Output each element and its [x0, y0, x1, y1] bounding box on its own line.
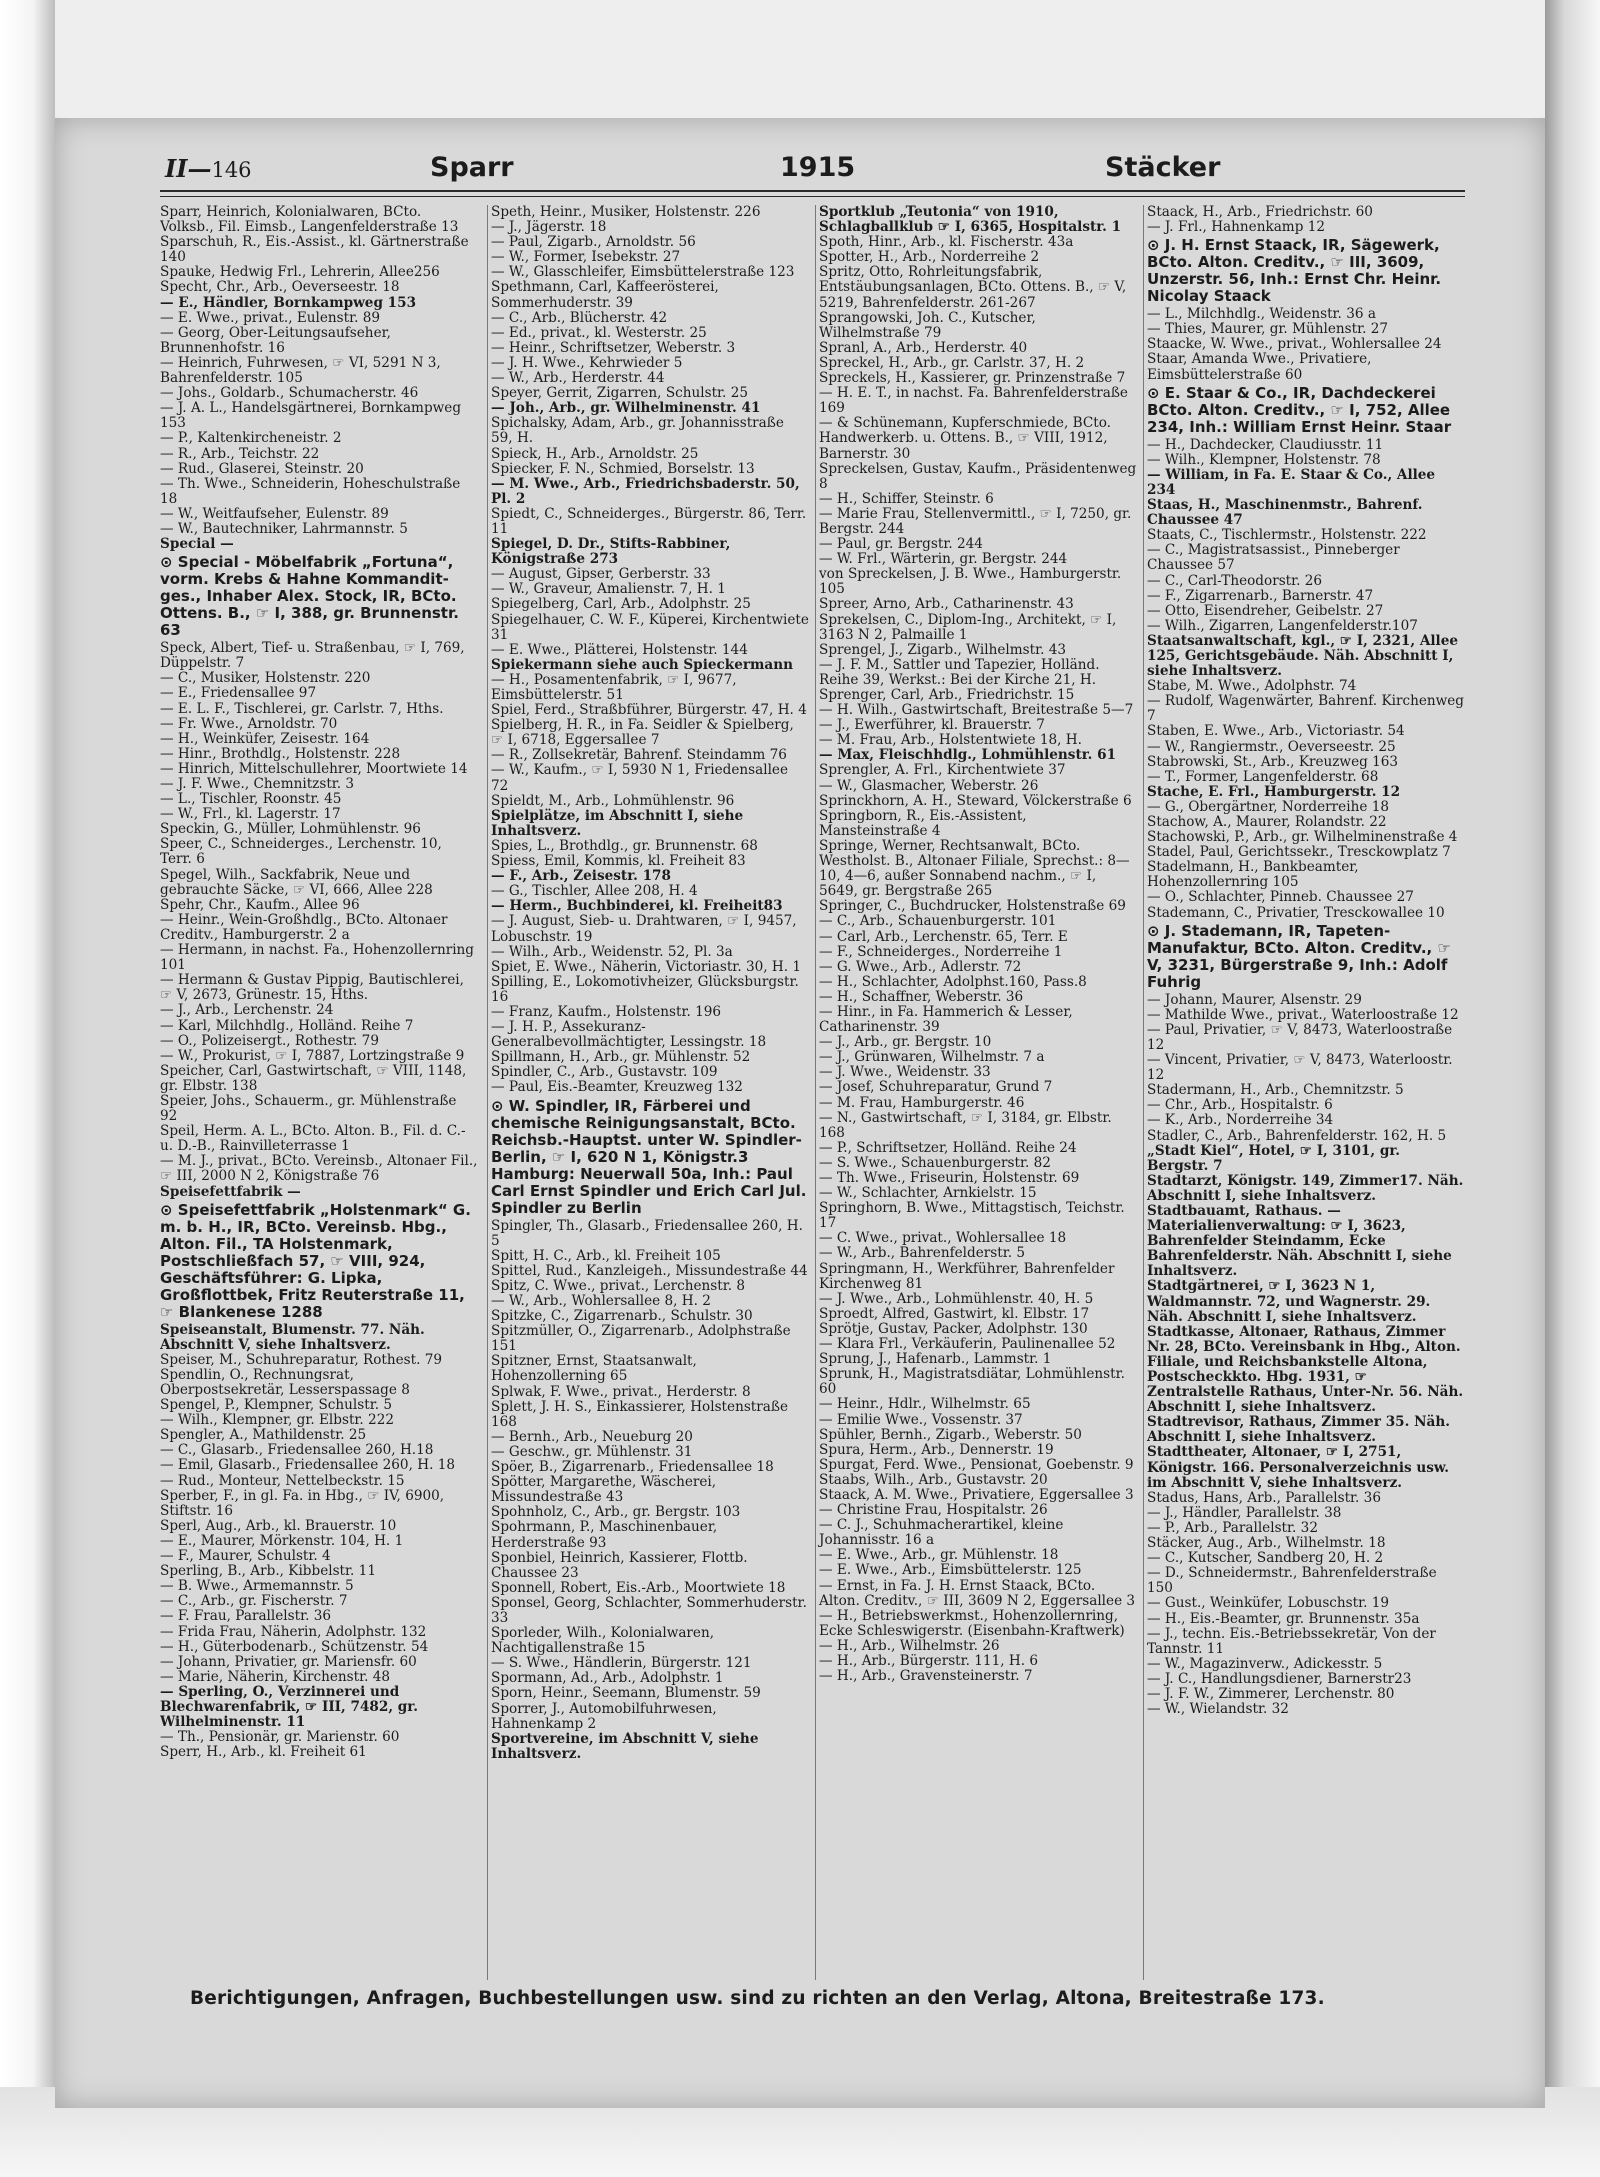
directory-entry: Spieck, H., Arb., Arnoldstr. 25	[491, 445, 699, 462]
directory-entry: — J. F. Wwe., Chemnitzstr. 3	[160, 776, 355, 792]
directory-entry: Spoth, Hinr., Arb., kl. Fischerstr. 43a	[819, 234, 1074, 251]
directory-entry: Sperl, Aug., Arb., kl. Brauerstr. 10	[160, 1517, 397, 1534]
directory-entry: — W., Arb., Wohlersallee 8, H. 2	[491, 1293, 711, 1309]
header-year: 1915	[780, 152, 856, 183]
directory-entry: — S. Wwe., Schauenburgerstr. 82	[819, 1154, 1051, 1171]
directory-entry: — Rud., Glaserei, Steinstr. 20	[160, 460, 364, 477]
directory-entry: Stademann, C., Privatier, Tresckowallee 10	[1147, 904, 1445, 921]
directory-entry: — H., Schiffer, Steinstr. 6	[819, 490, 994, 507]
directory-entry: Staats, C., Tischlermstr., Holstenstr. 222	[1147, 527, 1427, 544]
directory-entry: — J. H. P., Assekuranz-Generalbevollmächtigter, Lessingstr. 18	[491, 1019, 767, 1051]
directory-entry: — Vincent, Privatier, ☞ V, 8473, Waterloostr. 12	[1147, 1052, 1453, 1084]
directory-entry: — E. Wwe., Arb., Eimsbüttelerstr. 125	[819, 1562, 1082, 1579]
directory-entry: Speck, Albert, Tief- u. Straßenbau, ☞ I, 769, Düppelstr. 7	[160, 640, 465, 672]
directory-entry: — H., Weinküfer, Zeisestr. 164	[160, 730, 370, 747]
directory-entry: Spura, Herm., Arb., Dennerstr. 19	[819, 1441, 1054, 1458]
directory-entry: Spichalsky, Adam, Arb., gr. Johannisstraße 59, H.	[491, 415, 784, 447]
directory-entry: — H. E. T., in nachst. Fa. Bahrenfelderstraße 169	[819, 385, 1128, 417]
directory-entry: Sprung, J., Hafenarb., Lammstr. 1	[819, 1351, 1052, 1368]
directory-entry: — H., Eis.-Beamter, gr. Brunnenstr. 35a	[1147, 1610, 1420, 1627]
directory-entry: Specht, Chr., Arb., Oeverseestr. 18	[160, 279, 400, 296]
directory-entry: — Klara Frl., Verkäuferin, Paulinenallee 52	[819, 1336, 1116, 1353]
directory-entry: Stadttheater, Altonaer, ☞ I, 2751, Königstr. 166. Personalverzeichnis usw. im Abschnitt V, siehe Inhaltsverz.	[1147, 1444, 1449, 1491]
directory-entry: Stadtkasse, Altonaer, Rathaus, Zimmer Nr. 28, BCto. Vereinsbank in Hbg., Alton. Filiale, und Reichsbankstelle Altona, Postscheckkto. Hbg. 1931, ☞ Zentralstelle Rathaus, Unter-Nr. 56. Näh. Abschnitt I, siehe Inhaltsverz.	[1147, 1323, 1464, 1416]
directory-entry: — William, in Fa. E. Staar & Co., Allee 234	[1147, 466, 1436, 498]
directory-entry: — C. J., Schuhmacherartikel, kleine Johannisstr. 16 a	[819, 1517, 1064, 1549]
directory-entry: Spiedt, C., Schneiderges., Bürgerstr. 86, Terr. 11	[491, 505, 807, 537]
header-tail-name: Stäcker	[1105, 152, 1221, 183]
directory-entry: — O., Polizeisergt., Rothestr. 79	[160, 1032, 379, 1049]
directory-entry: Spingler, Th., Glasarb., Friedensallee 260, H. 5	[491, 1217, 803, 1249]
directory-entry: Stabrowski, St., Arb., Kreuzweg 163	[1147, 753, 1399, 770]
directory-entry: — F., Zigarrenarb., Barnerstr. 47	[1147, 587, 1374, 604]
directory-entry: Speisefettfabrik —	[160, 1183, 301, 1200]
directory-entry: — J. F. W., Zimmerer, Lerchenstr. 80	[1147, 1685, 1395, 1702]
directory-entry: — Paul, gr. Bergstr. 244	[819, 536, 983, 553]
directory-entry: — Mathilde Wwe., privat., Waterloostraße 12	[1147, 1006, 1459, 1023]
directory-entry: — Hinrich, Mittelschullehrer, Moortwiete 14	[160, 760, 468, 777]
directory-entry: — Herm., Buchbinderei, kl. Freiheit83	[491, 898, 783, 915]
directory-entry: Spengler, A., Mathildenstr. 25	[160, 1427, 367, 1444]
directory-entry: Spindler, C., Arb., Gustavstr. 109	[491, 1064, 718, 1081]
header-rule	[160, 190, 1465, 192]
directory-entry: Spehr, Chr., Kaufm., Allee 96	[160, 896, 360, 913]
directory-entry: Springer, C., Buchdrucker, Holstenstraße 69	[819, 898, 1126, 915]
directory-entry: — Gust., Weinküfer, Lobuschstr. 19	[1147, 1595, 1390, 1612]
page-number-tail: 146	[211, 158, 252, 182]
header-lead-name: Sparr	[430, 152, 514, 183]
directory-entry: Stadelmann, H., Bankbeamter, Hohenzollernring 105	[1147, 859, 1359, 891]
directory-entry: — Th. Wwe., Friseurin, Holstenstr. 69	[819, 1170, 1080, 1186]
directory-entry: Sprengler, A. Frl., Kirchentwiete 37	[819, 762, 1066, 779]
directory-entry: Springmann, H., Werkführer, Bahrenfelder Kirchenweg 81	[819, 1260, 1115, 1292]
directory-entry: — Fr. Wwe., Arnoldstr. 70	[160, 715, 338, 732]
directory-entry: — R., Zollsekretär, Bahrenf. Steindamm 76	[491, 747, 787, 764]
directory-entry: — J. Wwe., Arb., Lohmühlenstr. 40, H. 5	[819, 1290, 1094, 1307]
directory-entry: — M. Wwe., Arb., Friedrichsbaderstr. 50, Pl. 2	[491, 475, 800, 507]
book-edge-right	[1545, 0, 1600, 2177]
directory-entry: — W., Graveur, Amalienstr. 7, H. 1	[491, 581, 726, 598]
directory-entry: — J. F. M., Sattler und Tapezier, Holländ. Reihe 39, Werkst.: Bei der Kirche 21, H.	[819, 656, 1100, 688]
book-edge-left	[0, 0, 55, 2177]
advertisement-entry: ⊙ J. H. Ernst Staack, IR, Sägewerk, BCto. Alton. Creditv., ☞ III, 3609, Unzerstr. 56, Inh.: Ernst Chr. Heinr. Nicolay Staack	[1147, 236, 1442, 306]
directory-entry: Speiseanstalt, Blumenstr. 77. Näh. Abschnitt V, siehe Inhaltsverz.	[160, 1321, 425, 1353]
directory-entry: — R., Arb., Teichstr. 22	[160, 445, 320, 462]
directory-entry: — J. August, Sieb- u. Drahtwaren, ☞ I, 9457, Lobuschstr. 19	[491, 913, 797, 945]
directory-entry: „Stadt Kiel“, Hotel, ☞ I, 3101, gr. Bergstr. 7	[1147, 1142, 1400, 1174]
directory-entry: Stache, E. Frl., Hamburgerstr. 12	[1147, 783, 1401, 800]
directory-columns	[160, 205, 1465, 1980]
directory-entry: — C., Magistratsassist., Pinneberger Chaussee 57	[1147, 542, 1400, 574]
directory-entry: — Marie, Näherin, Kirchenstr. 48	[160, 1668, 391, 1685]
directory-entry: Sprekelsen, C., Diplom-Ing., Architekt, ☞ I, 3163 N 2, Palmaille 1	[819, 611, 1117, 643]
directory-entry: — G. Wwe., Arb., Adlerstr. 72	[819, 958, 1022, 975]
directory-entry: — Geschw., gr. Mühlenstr. 31	[491, 1443, 693, 1460]
directory-entry: — W., Bautechniker, Lahrmannstr. 5	[160, 520, 408, 537]
directory-entry: — F., Arb., Zeisestr. 178	[491, 868, 671, 885]
directory-entry: Spreckelsen, Gustav, Kaufm., Präsidentenweg 8	[819, 460, 1137, 492]
directory-entry: — F., Maurer, Schulstr. 4	[160, 1548, 331, 1565]
directory-entry: — W., Glasmacher, Weberstr. 26	[819, 777, 1039, 794]
directory-entry: — Th. Wwe., Schneiderin, Hoheschulstraße 18	[160, 475, 461, 507]
directory-entry: — Wilh., Klempner, Holstenstr. 78	[1147, 451, 1381, 468]
directory-entry: — W., Weitfaufseher, Eulenstr. 89	[160, 505, 389, 522]
directory-entry: Stadel, Paul, Gerichtssekr., Tresckowplatz 7	[1147, 844, 1451, 861]
directory-entry: Spiess, Emil, Kommis, kl. Freiheit 83	[491, 853, 746, 870]
directory-entry: — H., Schlachter, Adolphst.160, Pass.8	[819, 973, 1087, 990]
directory-entry: — L., Milchhdlg., Weidenstr. 36 a	[1147, 306, 1376, 323]
directory-entry: — Johann, Privatier, gr. Mariensfr. 60	[160, 1653, 417, 1670]
directory-entry: — Hermann & Gustav Pippig, Bautischlerei, ☞ V, 2673, Grünestr. 15, Hths.	[160, 972, 464, 1004]
directory-entry: — Johs., Goldarb., Schumacherstr. 46	[160, 385, 419, 402]
directory-entry: Sprangowski, Joh. C., Kutscher, Wilhelmstraße 79	[819, 309, 1036, 341]
directory-entry: — N., Gastwirtschaft, ☞ I, 3184, gr. Elbstr. 168	[819, 1109, 1112, 1141]
directory-entry: Staacke, W. Wwe., privat., Wohlersallee 24	[1147, 336, 1442, 353]
directory-entry: Spühler, Bernh., Zigarb., Weberstr. 50	[819, 1426, 1082, 1443]
directory-entry: Speyer, Gerrit, Zigarren, Schulstr. 25	[491, 385, 748, 402]
directory-entry: — C., Arb., gr. Fischerstr. 7	[160, 1593, 348, 1610]
directory-entry: — Hinr., in Fa. Hammerich & Lesser, Catharinenstr. 39	[819, 1003, 1073, 1036]
directory-entry: — Ernst, in Fa. J. H. Ernst Staack, BCto. Alton. Creditv., ☞ III, 3609 N 2, Eggersallee 3	[819, 1577, 1136, 1609]
directory-entry: Spurgat, Ferd. Wwe., Pensionat, Goebenstr. 9	[819, 1456, 1134, 1473]
directory-entry: Spiel, Ferd., Straßbführer, Bürgerstr. 47, H. 4	[491, 702, 807, 719]
directory-entry: Spethmann, Carl, Kaffeerösterei, Sommerhuderstr. 39	[491, 279, 719, 311]
directory-entry: Stadermann, H., Arb., Chemnitzstr. 5	[1147, 1082, 1404, 1099]
directory-entry: Sponsel, Georg, Schlachter, Sommerhuderstr. 33	[491, 1594, 807, 1626]
directory-entry: Spreckel, H., Arb., gr. Carlstr. 37, H. 2	[819, 354, 1085, 371]
directory-entry: — G., Tischler, Allee 208, H. 4	[491, 883, 698, 900]
directory-entry: — Josef, Schuhreparatur, Grund 7	[819, 1079, 1053, 1096]
directory-entry: Spiegelhauer, C. W. F., Küperei, Kirchentwiete 31	[491, 611, 809, 643]
directory-entry: — Heinr., Hdlr., Wilhelmstr. 65	[819, 1396, 1031, 1413]
directory-entry: — Heinr., Schriftsetzer, Weberstr. 3	[491, 339, 736, 356]
directory-entry: Stadtgärtnerei, ☞ I, 3623 N 1, Waldmannstr. 72, und Wagnerstr. 29. Näh. Abschnitt I, siehe Inhaltsverz.	[1147, 1278, 1431, 1325]
directory-entry: Spiekermann siehe auch Spieckermann	[491, 656, 793, 673]
directory-entry: — J., Ewerführer, kl. Brauerstr. 7	[819, 717, 1045, 734]
directory-entry: — W., Prokurist, ☞ I, 7887, Lortzingstraße 9	[160, 1047, 465, 1064]
directory-entry: Sperr, H., Arb., kl. Freiheit 61	[160, 1744, 367, 1761]
directory-entry: Spitz, C. Wwe., privat., Lerchenstr. 8	[491, 1277, 746, 1294]
directory-entry: Spohrmann, P., Maschinenbauer, Herderstraße 93	[491, 1519, 718, 1551]
directory-entry: — J. Frl., Hahnenkamp 12	[1147, 219, 1326, 236]
directory-entry: Sponbiel, Heinrich, Kassierer, Flottb. Chaussee 23	[491, 1549, 748, 1581]
directory-entry: — Heinrich, Fuhrwesen, ☞ VI, 5291 N 3, Bahrenfelderstr. 105	[160, 354, 441, 387]
directory-entry: — Johann, Maurer, Alsenstr. 29	[1147, 991, 1362, 1008]
directory-entry: — Heinr., Wein-Großhdlg., BCto. Altonaer Creditv., Hamburgerstr. 2 a	[160, 911, 448, 943]
directory-column-1	[160, 205, 478, 1980]
advertisement-entry: ⊙ W. Spindler, IR, Färberei und chemische Reinigungsanstalt, BCto. Reichsb.-Hauptst. unter W. Spindler-Berlin, ☞ I, 620 N 1, Königstr.3 Hamburg: Neuerwall 50a, Inh.: Paul Carl Ernst Spindler und Erich Carl Jul. Spindler zu Berlin	[491, 1096, 807, 1217]
directory-entry: Staben, E. Wwe., Arb., Victoriastr. 54	[1147, 723, 1405, 740]
directory-entry: — W., Magazinverw., Adickesstr. 5	[1147, 1655, 1383, 1672]
directory-entry: Spiegelberg, Carl, Arb., Adolphstr. 25	[491, 596, 751, 613]
directory-entry: Spegel, Wilh., Sackfabrik, Neue und gebrauchte Säcke, ☞ VI, 666, Allee 228	[160, 866, 433, 898]
directory-entry: — Franz, Kaufm., Holstenstr. 196	[491, 1003, 722, 1020]
directory-entry: Spohnholz, C., Arb., gr. Bergstr. 103	[491, 1504, 741, 1521]
directory-entry: Splwak, F. Wwe., privat., Herderstr. 8	[491, 1383, 751, 1400]
directory-entry: Stadtarzt, Königstr. 149, Zimmer17. Näh. Abschnitt I, siehe Inhaltsverz.	[1147, 1172, 1464, 1204]
directory-entry: — C., Kutscher, Sandberg 20, H. 2	[1147, 1550, 1384, 1567]
directory-entry: Staar, Amanda Wwe., Privatiere, Eimsbüttelerstraße 60	[1147, 351, 1372, 383]
directory-entry: Sponnell, Robert, Eis.-Arb., Moortwiete 18	[491, 1579, 786, 1596]
directory-entry: — Joh., Arb., gr. Wilhelminenstr. 41	[491, 400, 761, 417]
directory-entry: — E. Wwe., privat., Eulenstr. 89	[160, 309, 381, 326]
directory-entry: — Sperling, O., Verzinnerei und Blechwarenfabrik, ☞ III, 7482, gr. Wilhelminenstr. 11	[160, 1683, 418, 1731]
directory-entry: — E. L. F., Tischlerei, gr. Carlstr. 7, Hths.	[160, 700, 444, 717]
directory-entry: Staatsanwaltschaft, kgl., ☞ I, 2321, Allee 125, Gerichtsgebäude. Näh. Abschnitt I, siehe Inhaltsverz.	[1147, 632, 1459, 680]
directory-entry: — M. Frau, Arb., Holstentwiete 18, H.	[819, 732, 1082, 749]
directory-entry: — W., Wielandstr. 32	[1147, 1701, 1289, 1718]
directory-entry: — E., Händler, Bornkampweg 153	[160, 294, 417, 311]
directory-entry: — Marie Frau, Stellenvermittl., ☞ I, 7250, gr. Bergstr. 244	[819, 505, 1132, 537]
directory-entry: — J., Grünwaren, Wilhelmstr. 7 a	[819, 1049, 1045, 1066]
directory-entry: — H., Arb., Wilhelmstr. 26	[819, 1637, 1000, 1654]
directory-entry: — Wilh., Zigarren, Langenfelderstr.107	[1147, 617, 1418, 634]
directory-entry: Sperling, B., Arb., Kibbelstr. 11	[160, 1563, 376, 1580]
directory-entry: — T., Former, Langenfelderstr. 68	[1147, 768, 1379, 785]
directory-entry: — W., Arb., Bahrenfelderstr. 5	[819, 1245, 1026, 1262]
directory-entry: Spittel, Rud., Kanzleigeh., Missundestraße 44	[491, 1262, 808, 1279]
directory-entry: Spielplätze, im Abschnitt I, siehe Inhaltsverz.	[491, 807, 744, 839]
directory-entry: — Georg, Ober-Leitungsaufseher, Brunnenhofstr. 16	[160, 324, 391, 356]
directory-entry: Spiet, E. Wwe., Näherin, Victoriastr. 30, H. 1	[491, 958, 802, 975]
directory-entry: — J. Wwe., Weidenstr. 33	[819, 1064, 991, 1081]
directory-entry: Sporn, Heinr., Seemann, Blumenstr. 59	[491, 1685, 761, 1702]
directory-entry: — J. C., Handlungsdiener, Barnerstr23	[1147, 1670, 1412, 1687]
directory-entry: — Rud., Monteur, Nettelbeckstr. 15	[160, 1472, 405, 1489]
directory-entry: — M. Frau, Hamburgerstr. 46	[819, 1094, 1025, 1111]
directory-entry: — E., Maurer, Mörkenstr. 104, H. 1	[160, 1532, 404, 1549]
directory-entry: — Chr., Arb., Hospitalstr. 6	[1147, 1097, 1333, 1114]
directory-entry: — C., Arb., Blücherstr. 42	[491, 309, 668, 326]
directory-entry: — Paul, Eis.-Beamter, Kreuzweg 132	[491, 1079, 743, 1096]
directory-entry: — J. H. Wwe., Kehrwieder 5	[491, 354, 683, 371]
directory-entry: — Hermann, in nachst. Fa., Hohenzollernring 101	[160, 942, 475, 974]
directory-entry: Spauke, Hedwig Frl., Lehrerin, Allee256	[160, 264, 440, 281]
directory-entry: — Otto, Eisendreher, Geibelstr. 27	[1147, 602, 1384, 619]
directory-entry: Spendlin, O., Rechnungsrat, Oberpostsekretär, Lesserspassage 8	[160, 1366, 410, 1398]
page-number: II—146	[165, 154, 252, 183]
page-header	[105, 150, 1470, 190]
directory-entry: Stachowski, P., Arb., gr. Wilhelminenstraße 4	[1147, 829, 1458, 846]
directory-entry: — Christine Frau, Hospitalstr. 26	[819, 1502, 1048, 1519]
directory-entry: — Frida Frau, Näherin, Adolphstr. 132	[160, 1623, 427, 1640]
directory-entry: Spreckels, H., Kassierer, gr. Prinzenstraße 7	[819, 370, 1126, 387]
directory-entry: Spengel, P., Klempner, Schulstr. 5	[160, 1397, 393, 1414]
directory-entry: — W., Kaufm., ☞ I, 5930 N 1, Friedensallee 72	[491, 762, 789, 794]
directory-entry: Spielberg, H. R., in Fa. Seidler & Spielberg, ☞ I, 6718, Eggersallee 7	[491, 717, 794, 749]
directory-entry: — P., Schriftsetzer, Holländ. Reihe 24	[819, 1139, 1077, 1156]
directory-entry: Spöer, B., Zigarrenarb., Friedensallee 18	[491, 1459, 774, 1476]
directory-entry: Stabe, M. Wwe., Adolphstr. 74	[1147, 678, 1357, 695]
directory-entry: Spilling, E., Lokomotivheizer, Glücksburgstr. 16	[491, 973, 799, 1005]
directory-entry: Speth, Heinr., Musiker, Holstenstr. 226	[491, 205, 761, 220]
directory-entry: Stadtrevisor, Rathaus, Zimmer 35. Näh. Abschnitt I, siehe Inhaltsverz.	[1147, 1414, 1450, 1446]
directory-entry: — Wilh., Arb., Weidenstr. 52, Pl. 3a	[491, 943, 733, 960]
directory-entry: Sprenger, Carl, Arb., Friedrichstr. 15	[819, 687, 1075, 703]
directory-entry: Stadus, Hans, Arb., Parallelstr. 36	[1147, 1489, 1381, 1506]
directory-entry: Sprengel, J., Zigarb., Wilhelmstr. 43	[819, 641, 1067, 658]
directory-column-3	[815, 205, 1137, 1980]
directory-entry: — L., Tischler, Roonstr. 45	[160, 791, 342, 808]
directory-entry: — Rudolf, Wagenwärter, Bahrenf. Kirchenweg 7	[1147, 693, 1465, 725]
directory-entry: — E., Friedensallee 97	[160, 685, 317, 702]
directory-entry: Speicher, Carl, Gastwirtschaft, ☞ VIII, 1148, gr. Elbstr. 138	[160, 1062, 467, 1094]
directory-entry: Spiegel, D. Dr., Stifts-Rabbiner, Königstraße 273	[491, 536, 731, 568]
directory-entry: — C. Wwe., privat., Wohlersallee 18	[819, 1230, 1067, 1247]
directory-entry: — & Schünemann, Kupferschmiede, BCto. Handwerkerb. u. Ottens. B., ☞ VIII, 1912, Barnerstr. 30	[819, 415, 1111, 462]
directory-column-4	[1143, 205, 1465, 1980]
directory-entry: — J., Jägerstr. 18	[491, 219, 607, 236]
directory-entry: — K., Arb., Norderreihe 34	[1147, 1112, 1334, 1129]
directory-entry: Sprinckhorn, A. H., Steward, Völckerstraße 6	[819, 792, 1132, 809]
directory-entry: Stadtbauamt, Rathaus. — Materialienverwaltung: ☞ I, 3623, Bahrenfelder Steindamm, Ecke Bahrenfelderstr. Näh. Abschnitt I, siehe Inhaltsverz.	[1147, 1202, 1452, 1280]
directory-entry: Staabs, Wilh., Arb., Gustavstr. 20	[819, 1471, 1048, 1488]
directory-entry: Spritz, Otto, Rohrleitungsfabrik, Entstäubungsanlagen, BCto. Ottens. B., ☞ V, 5219, Bahrenfelderstr. 261-267	[819, 264, 1127, 311]
footer-notice: Berichtigungen, Anfragen, Buchbestellungen usw. sind zu richten an den Verlag, Altona, Breitestraße 173.	[190, 1988, 1325, 2009]
directory-entry: — C., Carl-Theodorstr. 26	[1147, 572, 1323, 589]
directory-entry: Stäcker, Aug., Arb., Wilhelmstr. 18	[1147, 1535, 1386, 1552]
directory-entry: Speil, Herm. A. L., BCto. Alton. B., Fil. d. C.- u. D.-B., Rainvilleterrasse 1	[160, 1123, 466, 1155]
directory-entry: — W., Arb., Herderstr. 44	[491, 370, 665, 387]
directory-entry: — H., Betriebswerkmst., Hohenzollernring, Ecke Schleswigerstr. (Eisenbahn-Kraftwerk)	[819, 1607, 1125, 1639]
directory-entry: — M. J., privat., BCto. Vereinsb., Altonaer Fil., ☞ III, 2000 N 2, Königstraße 76	[160, 1153, 478, 1185]
directory-entry: Springe, Werner, Rechtsanwalt, BCto. Westholst. B., Altonaer Filiale, Sprechst.: 8—10, 4—6, außer Sonnabend nachm., ☞ I, 5649, gr. Bergstraße 265	[819, 837, 1130, 900]
advertisement-entry: ⊙ Speisefettfabrik „Holstenmark“ G. m. b. H., IR, BCto. Vereinsb. Hbg., Alton. Fil., TA Holstenmark, Postschließfach 57, ☞ VIII, 924, Geschäftsführer: G. Lipka, Großflottbek, Fritz Reuterstraße 11, ☞ Blankenese 1288	[160, 1200, 471, 1321]
directory-entry: — Ed., privat., kl. Westerstr. 25	[491, 324, 707, 341]
directory-entry: Sproedt, Alfred, Gastwirt, kl. Elbstr. 17	[819, 1305, 1090, 1322]
directory-entry: Staas, H., Maschinenmstr., Bahrenf. Chaussee 47	[1147, 497, 1423, 529]
directory-entry: — H., Arb., Gravensteinerstr. 7	[819, 1668, 1033, 1685]
directory-entry: — F., Schneiderges., Norderreihe 1	[819, 943, 1063, 960]
directory-entry: — W., Schlachter, Arnkielstr. 15	[819, 1185, 1037, 1202]
directory-entry: — Thies, Maurer, gr. Mühlenstr. 27	[1147, 321, 1389, 338]
directory-entry: — H., Schaffner, Weberstr. 36	[819, 988, 1024, 1005]
directory-entry: — G., Obergärtner, Norderreihe 18	[1147, 798, 1389, 815]
directory-entry: — H., Güterbodenarb., Schützenstr. 54	[160, 1638, 429, 1655]
directory-entry: Special —	[160, 536, 234, 553]
directory-entry: Spitt, H. C., Arb., kl. Freiheit 105	[491, 1247, 721, 1264]
advertisement-entry: ⊙ Special - Möbelfabrik „Fortuna“, vorm. Krebs & Hahne Kommandit-ges., Inhaber Alex. Stock, IR, BCto. Ottens. B., ☞ I, 388, gr. Brunnenstr. 63	[160, 553, 459, 640]
directory-entry: Sparschuh, R., Eis.-Assist., kl. Gärtnerstraße 140	[160, 234, 469, 266]
directory-entry: — C., Glasarb., Friedensallee 260, H.18	[160, 1442, 434, 1459]
directory-entry: Splett, J. H. S., Einkassierer, Holstenstraße 168	[491, 1398, 788, 1430]
directory-entry: — Paul, Privatier, ☞ V, 8473, Waterloostraße 12	[1147, 1021, 1453, 1053]
directory-entry: — E. Wwe., Arb., gr. Mühlenstr. 18	[819, 1547, 1059, 1564]
directory-entry: Staack, A. M. Wwe., Privatiere, Eggersallee 3	[819, 1486, 1134, 1503]
directory-entry: — J., Arb., Lerchenstr. 24	[160, 1002, 334, 1019]
directory-entry: — O., Schlachter, Pinneb. Chaussee 27	[1147, 889, 1414, 906]
directory-column-2	[487, 205, 809, 1980]
directory-entry: Spreer, Arno, Arb., Catharinenstr. 43	[819, 596, 1074, 613]
directory-entry: — Paul, Zigarb., Arnoldstr. 56	[491, 234, 696, 251]
directory-entry: Spitzke, C., Zigarrenarb., Schulstr. 30	[491, 1308, 753, 1325]
directory-entry: Stadler, C., Arb., Bahrenfelderstr. 162, H. 5	[1147, 1127, 1447, 1144]
directory-entry: — Hinr., Brothdlg., Holstenstr. 228	[160, 745, 401, 762]
directory-entry: — J., techn. Eis.-Betriebssekretär, Von der Tannstr. 11	[1147, 1625, 1436, 1657]
directory-entry: — Bernh., Arb., Neueburg 20	[491, 1428, 693, 1445]
directory-entry: Sprötje, Gustav, Packer, Adolphstr. 130	[819, 1320, 1088, 1337]
directory-entry: Spranl, A., Arb., Herderstr. 40	[819, 339, 1028, 356]
directory-entry: — Max, Fleischhdlg., Lohmühlenstr. 61	[819, 747, 1117, 764]
directory-entry: — Emilie Wwe., Vossenstr. 37	[819, 1411, 1023, 1428]
directory-entry: Speiser, M., Schuhreparatur, Rothest. 79	[160, 1351, 443, 1368]
directory-entry: Spitzner, Ernst, Staatsanwalt, Hohenzollerning 65	[491, 1353, 697, 1385]
directory-entry: — C., Musiker, Holstenstr. 220	[160, 670, 371, 687]
directory-entry: Spitzmüller, O., Zigarrenarb., Adolphstraße 151	[491, 1323, 791, 1355]
directory-entry: — S. Wwe., Händlerin, Bürgerstr. 121	[491, 1655, 752, 1672]
directory-entry: — F. Frau, Parallelstr. 36	[160, 1608, 332, 1625]
directory-entry: Sporrer, J., Automobilfuhrwesen, Hahnenkamp 2	[491, 1700, 717, 1732]
directory-entry: Spiecker, F. N., Schmied, Borselstr. 13	[491, 460, 755, 477]
directory-entry: — H., Posamentenfabrik, ☞ I, 9677, Eimsbüttelerstr. 51	[491, 671, 737, 703]
directory-entry: — W., Rangiermstr., Oeverseestr. 25	[1147, 738, 1396, 755]
directory-entry: — Carl, Arb., Lerchenstr. 65, Terr. E	[819, 928, 1068, 945]
directory-entry: — J., Händler, Parallelstr. 38	[1147, 1504, 1342, 1521]
directory-entry: Sportklub „Teutonia“ von 1910, Schlagballklub ☞ I, 6365, Hospitalstr. 1	[819, 205, 1122, 236]
directory-entry: Spötter, Margarethe, Wäscherei, Missundestraße 43	[491, 1474, 717, 1506]
directory-entry: — E. Wwe., Plätterei, Holstenstr. 144	[491, 641, 748, 658]
directory-entry: Stachow, A., Maurer, Rolandstr. 22	[1147, 814, 1387, 830]
directory-entry: Spillmann, H., Arb., gr. Mühlenstr. 52	[491, 1049, 751, 1066]
directory-entry: — H., Arb., Bürgerstr. 111, H. 6	[819, 1653, 1039, 1669]
directory-entry: Springborn, R., Eis.-Assistent, Mansteinstraße 4	[819, 807, 1027, 839]
directory-entry: — W., Former, Isebekstr. 27	[491, 249, 681, 266]
directory-entry: — W., Glasschleifer, Eimsbüttelerstraße 123	[491, 264, 795, 281]
directory-entry: Sportvereine, im Abschnitt V, siehe Inhaltsverz.	[491, 1730, 759, 1762]
directory-entry: — J. A. L., Handelsgärtnerei, Bornkampweg 153	[160, 400, 462, 432]
directory-entry: — Karl, Milchhdlg., Holländ. Reihe 7	[160, 1017, 414, 1034]
directory-entry: — B. Wwe., Armemannstr. 5	[160, 1578, 354, 1595]
directory-entry: — J., Arb., gr. Bergstr. 10	[819, 1034, 992, 1051]
directory-entry: Speier, Johs., Schauerm., gr. Mühlenstraße 92	[160, 1092, 457, 1125]
directory-entry: Springhorn, B. Wwe., Mittagstisch, Teichstr. 17	[819, 1200, 1125, 1232]
directory-entry: — P., Arb., Parallelstr. 32	[1147, 1519, 1318, 1536]
directory-entry: — P., Kaltenkircheneistr. 2	[160, 430, 342, 447]
directory-entry: Speer, C., Schneiderges., Lerchenstr. 10, Terr. 6	[160, 836, 442, 868]
advertisement-entry: ⊙ J. Stademann, IR, Tapeten-Manufaktur, BCto. Alton. Creditv., ☞ V, 3231, Bürgerstraße 9, Inh.: Adolf Fuhrig	[1147, 921, 1451, 991]
directory-entry: Spormann, Ad., Arb., Adolphstr. 1	[491, 1670, 724, 1687]
advertisement-entry: ⊙ E. Staar & Co., IR, Dachdeckerei BCto. Alton. Creditv., ☞ I, 752, Allee 234, Inh.: William Ernst Heinr. Staar	[1147, 383, 1452, 436]
header-rule-thin	[160, 196, 1465, 197]
directory-entry: — H. Wilh., Gastwirtschaft, Breitestraße 5—7	[819, 702, 1134, 719]
directory-entry: — D., Schneidermstr., Bahrenfelderstraße 150	[1147, 1565, 1437, 1597]
directory-entry: — W. Frl., Wärterin, gr. Bergstr. 244	[819, 551, 1068, 568]
directory-entry: — Emil, Glasarb., Friedensallee 260, H. 18	[160, 1457, 456, 1474]
directory-entry: Spieldt, M., Arb., Lohmühlenstr. 96	[491, 792, 735, 809]
directory-entry: Spies, L., Brothdlg., gr. Brunnenstr. 68	[491, 837, 758, 854]
directory-entry: — H., Dachdecker, Claudiusstr. 11	[1147, 436, 1384, 453]
directory-entry: — Th., Pensionär, gr. Marienstr. 60	[160, 1729, 400, 1746]
directory-entry: Sperber, F., in gl. Fa. in Hbg., ☞ IV, 6900, Stiftstr. 16	[160, 1487, 445, 1519]
directory-entry: Speckin, G., Müller, Lohmühlenstr. 96	[160, 821, 421, 838]
directory-entry: — C., Arb., Schauenburgerstr. 101	[819, 913, 1057, 930]
directory-entry: — W., Frl., kl. Lagerstr. 17	[160, 806, 341, 823]
directory-entry: von Spreckelsen, J. B. Wwe., Hamburgerstr. 105	[819, 566, 1122, 598]
directory-entry: Sprunk, H., Magistratsdiätar, Lohmühlenstr. 60	[819, 1366, 1125, 1398]
directory-entry: Spotter, H., Arb., Norderreihe 2	[819, 249, 1040, 266]
directory-entry: Sporleder, Wilh., Kolonialwaren, Nachtigallenstraße 15	[491, 1625, 715, 1657]
directory-entry: Sparr, Heinrich, Kolonialwaren, BCto. Volksb., Fil. Eimsb., Langenfelderstraße 13	[160, 205, 459, 236]
directory-entry: — Wilh., Klempner, gr. Elbstr. 222	[160, 1412, 394, 1429]
directory-entry: Staack, H., Arb., Friedrichstr. 60	[1147, 205, 1373, 220]
directory-entry: — August, Gipser, Gerberstr. 33	[491, 566, 711, 583]
